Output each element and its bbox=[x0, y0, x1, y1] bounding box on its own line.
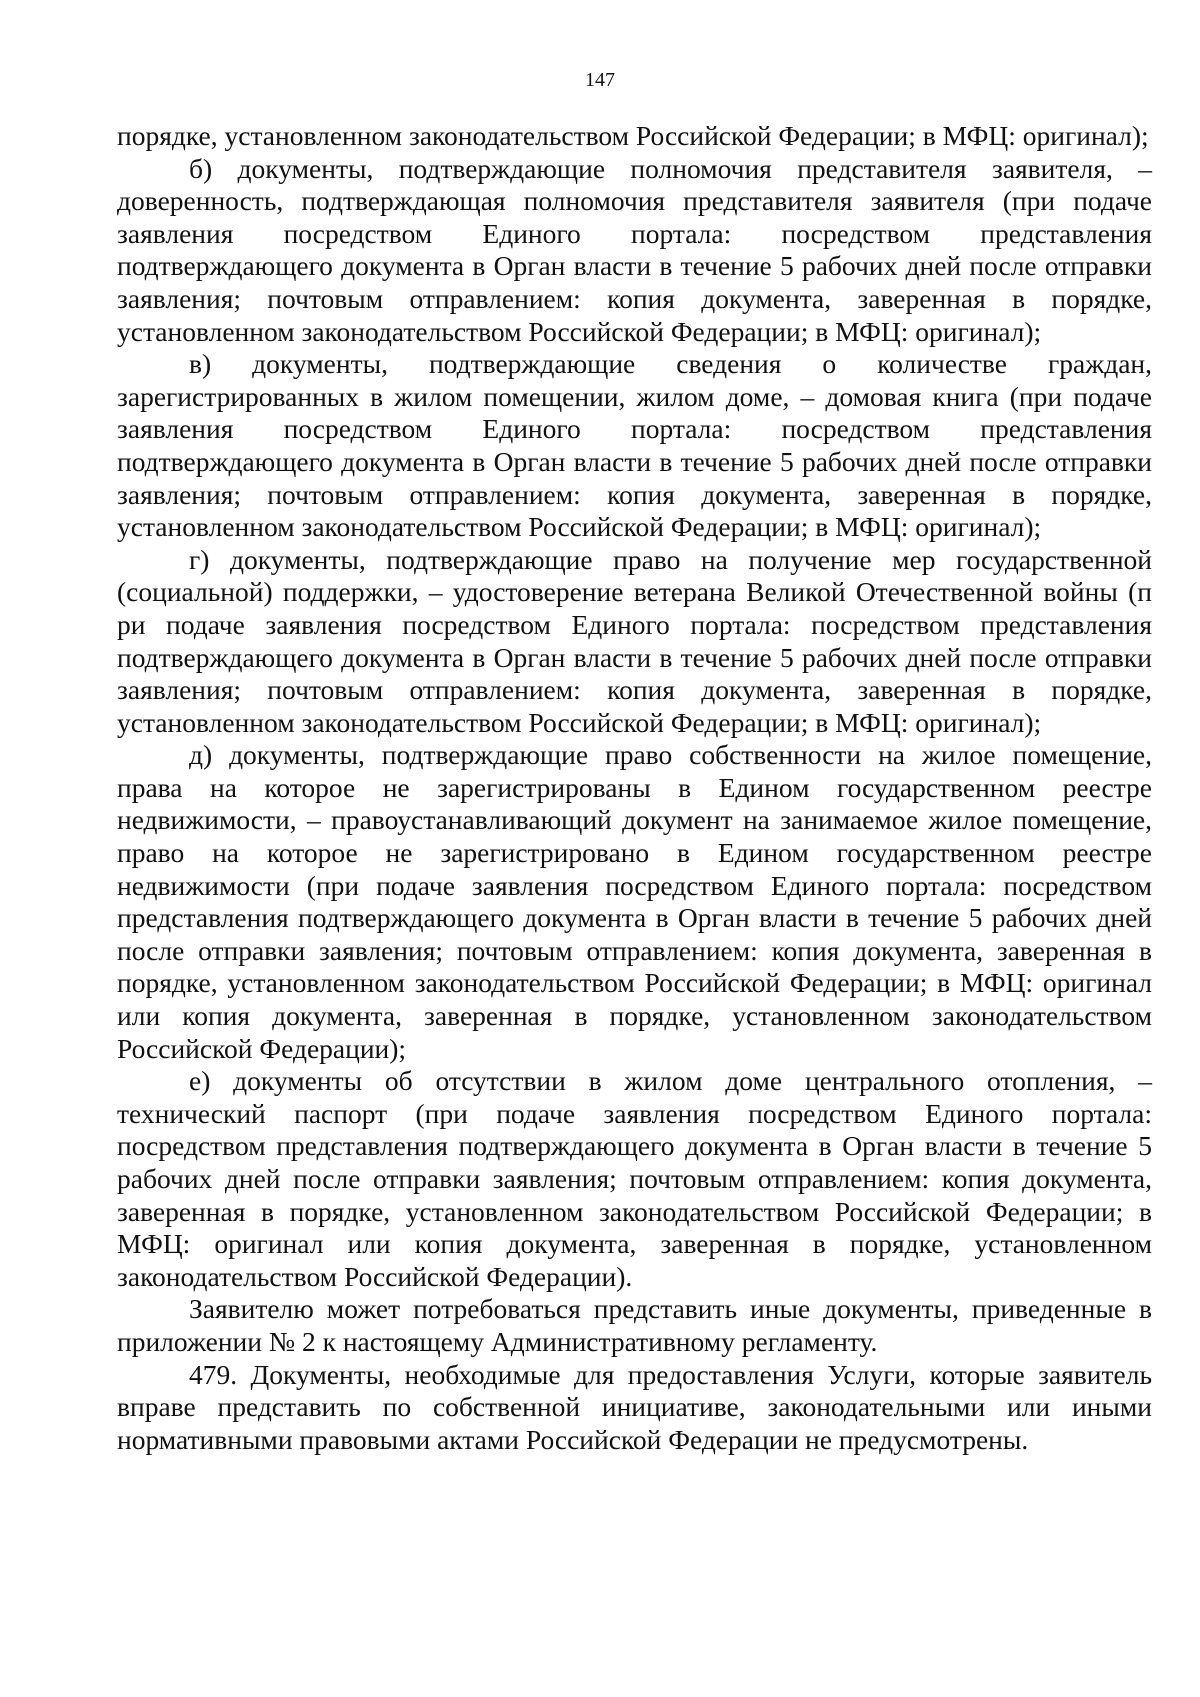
paragraph-clause-479: 479. Документы, необходимые для предоставления Услуги, которые заявитель вправе представить по собственной инициативе, законодательными или иными нормативными правовыми актами Российской Федерации не предусмотрены. bbox=[117, 1358, 1152, 1455]
paragraph-item-g: г) документы, подтверждающие право на получение мер государственной (социальной) поддержки, – удостоверение ветерана Великой Отечественной войны (п ри подаче заявления посредством Единого портала: посредством представления подтверждающего документа в Орган власти в течение 5 рабочих дней после отправки заявления; почтовым отправлением: копия документа, заверенная в порядке, установленном законодательством Российской Федерации; в МФЦ: оригинал); bbox=[117, 543, 1152, 738]
page-number: 147 bbox=[585, 69, 615, 91]
paragraph-continuation: порядке, установленном законодательством Российской Федерации; в МФЦ: оригинал); bbox=[117, 120, 1149, 151]
paragraph-item-e: е) документы об отсутствии в жилом доме центрального отопления, – технический паспорт (при подаче заявления посредством Единого портала: посредством представления подтверждающего документа в Орган власти в течение 5 рабочих дней после отправки заявления; почтовым отправлением: копия документа, заверенная в порядке, установленном законодательством Российской Федерации; в МФЦ: оригинал или копия документа, заверенная в порядке, установленном законодательством Российской Федерации). bbox=[117, 1065, 1152, 1292]
paragraph-item-b: б) документы, подтверждающие полномочия представителя заявителя, – доверенность, подтверждающая полномочия представителя заявителя (при подаче заявления посредством Единого портала: посредством представления подтверждающего документа в Орган власти в течение 5 рабочих дней после отправки заявления; почтовым отправлением: копия документа, заверенная в порядке, установленном законодательством Российской Федерации; в МФЦ: оригинал); bbox=[117, 152, 1152, 347]
paragraph-item-d: д) документы, подтверждающие право собственности на жилое помещение, права на которое не зарегистрированы в Едином государственном реестре недвижимости, – правоустанавливающий документ на занимаемое жилое помещение, право на которое не зарегистрировано в Едином государственном реестре недвижимости (при подаче заявления посредством Единого портала: посредством представления подтверждающего документа в Орган власти в течение 5 рабочих дней после отправки заявления; почтовым отправлением: копия документа, заверенная в порядке, установленном законодательством Российской Федерации; в МФЦ: оригинал или копия документа, заверенная в порядке, установленном законодательством Российской Федерации); bbox=[117, 739, 1152, 1064]
paragraph-item-v: в) документы, подтверждающие сведения о количестве граждан, зарегистрированных в жилом помещении, жилом доме, – домовая книга (при подаче заявления посредством Единого портала: посредством представления подтверждающего документа в Орган власти в течение 5 рабочих дней после отправки заявления; почтовым отправлением: копия документа, заверенная в порядке, установленном законодательством Российской Федерации; в МФЦ: оригинал); bbox=[117, 348, 1152, 543]
paragraph-additional-documents: Заявителю может потребоваться представить иные документы, приведенные в приложении № 2 к настоящему Административному регламенту. bbox=[117, 1293, 1152, 1357]
document-body bbox=[117, 120, 1152, 1456]
